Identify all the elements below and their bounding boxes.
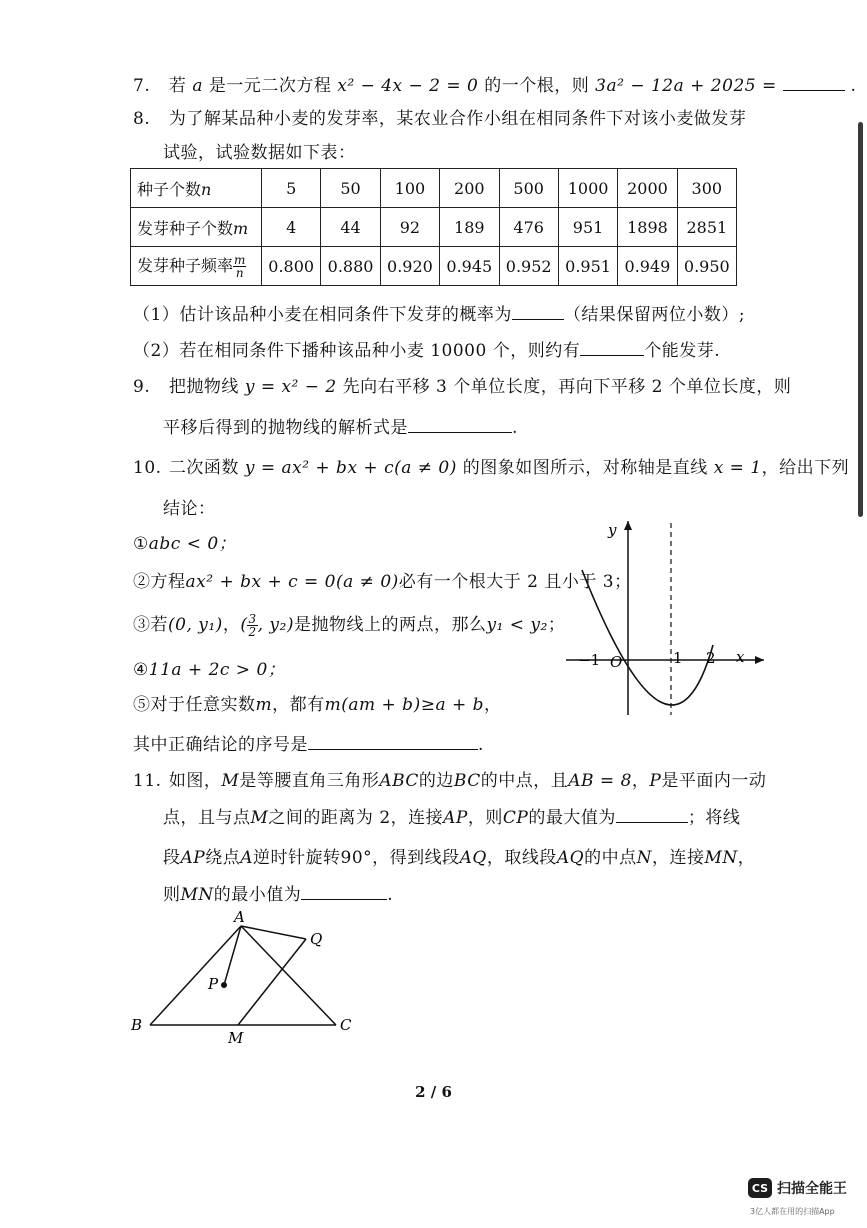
question-number: 10. [133,458,162,478]
q11-text: 段 [163,848,181,868]
conclusion-text: 若 [150,615,168,635]
q9-text: 平移后得到的抛物线的解析式是 [163,418,408,438]
q9-text: 先向右平移 3 个单位长度，再向下平移 2 个单位长度，则 [342,377,792,397]
q7-expression: 3a² − 12a + 2025 = [595,76,777,96]
question-number: 7. [133,76,151,96]
q11-text: 的最小值为 [213,885,302,905]
q11-text: 绕点 [205,848,241,868]
q11-var: MN [180,885,214,905]
q10-equation: y = ax² + bx + c(a ≠ 0) [244,458,457,478]
table-cell: 200 [440,169,499,208]
question-number: 9. [133,377,151,397]
conclusion-4 [133,658,285,682]
table-row [131,247,737,286]
conclusion-1 [133,532,236,556]
separator: ， [222,615,241,635]
answer-blank [512,303,564,320]
q11-text: ，连接 [651,848,705,868]
q10-text: 的图象如图所示，对称轴是直线 [462,458,708,478]
scanner-badge [748,1178,847,1198]
table-cell: 0.949 [618,247,677,286]
q11-var: AQ [556,848,585,868]
conclusion-text: 必有一个根大于 2 且小于 3； [398,572,632,592]
table-cell: 1898 [618,208,677,247]
table-cell: 100 [380,169,439,208]
q10-text: 其中正确结论的序号是 [133,735,308,755]
q11-text: ，则 [467,808,503,828]
q11-var: A [240,848,253,868]
conclusion-text: abc < 0； [148,534,237,554]
origin-label: O [610,653,623,671]
variable: m [255,695,273,715]
inequality: m(am + b)≥a + b [324,695,485,715]
y-axis-label: y [608,521,617,539]
q7-equation: x² − 4x − 2 = 0 [337,76,479,96]
q11-var: AB = 8 [568,771,632,791]
question-9-line-2 [163,416,518,440]
q11-text: ， [737,848,756,868]
conclusion-text: 是抛物线上的两点，那么 [293,615,487,635]
table-cell: 300 [677,169,736,208]
table-cell: 0.952 [499,247,558,286]
table-cell: 0.950 [677,247,736,286]
question-10-line-2 [163,497,216,521]
q11-text: 则 [163,885,181,905]
parabola-curve [582,570,713,705]
x-axis-arrow [755,656,764,664]
point-P-dot [221,982,227,988]
table-cell: 0.920 [380,247,439,286]
q11-var: M [250,808,269,828]
page-number: 2 / 6 [415,1083,452,1101]
triangle-figure [128,908,368,1048]
q9-equation: y = x² − 2 [244,377,337,397]
conclusion-marker: ⑤ [133,695,151,715]
question-number: 8. [133,109,151,129]
question-8-sub-1 [133,303,745,327]
tick-label: −1 [578,651,601,669]
table-cell: 44 [321,208,380,247]
q11-text: 的边 [418,771,454,791]
q7-text: 是一元二次方程 [208,76,332,96]
q7-end: . [850,76,857,96]
q9-text: 把抛物线 [168,377,239,397]
q11-var: P [649,771,662,791]
y-axis-arrow [624,521,632,530]
table-cell: 0.880 [321,247,380,286]
scanner-logo: CS [748,1178,772,1198]
q11-var: ABC [379,771,419,791]
answer-blank [308,733,478,750]
row-header: 发芽种子个数m [131,208,262,247]
q11-text: 如图， [168,771,222,791]
table-cell: 92 [380,208,439,247]
q11-text: 之间的距离为 2，连接 [268,808,444,828]
fraction: $\frac{3}{2}$ [248,612,257,639]
table-cell: 500 [499,169,558,208]
q11-text: 点，且与点 [163,808,251,828]
q11-text: 逆时针旋转90°，得到线段 [253,848,460,868]
q7-text: 若 [168,76,187,96]
answer-blank [783,74,845,91]
conclusion-marker: ① [133,534,149,554]
q11-var: AQ [459,848,487,868]
table-cell: 1000 [558,169,617,208]
question-10-line-1 [133,456,849,480]
label-P: P [208,975,219,993]
germination-table [130,168,737,286]
q10-axis: x = 1 [713,458,762,478]
q11-text: 的中点，且 [480,771,569,791]
label-C: C [340,1016,352,1034]
q10-text: ，给出下列 [761,458,850,478]
q11-var: AP [443,808,468,828]
x-axis-label: x [736,648,745,666]
question-11-line-1 [133,769,766,793]
q11-text: 的中点 [584,848,637,868]
table-cell: 2000 [618,169,677,208]
conclusion-text: 方程 [150,572,186,592]
q11-var: AP [180,848,206,868]
label-M: M [228,1029,244,1047]
segment-QM [238,939,306,1025]
question-number: 11. [133,771,162,791]
q11-var: N [636,848,652,868]
question-8-line-2 [163,141,356,165]
table-cell: 0.951 [558,247,617,286]
conclusion-marker: ④ [133,660,149,680]
table-cell: 5 [262,169,321,208]
inequality: y₁ < y₂ [486,615,548,635]
conclusion-2 [133,570,632,594]
question-11-line-4 [163,883,393,907]
table-cell: 0.945 [440,247,499,286]
conclusion-marker: ③ [133,615,151,635]
label-A: A [234,908,245,926]
table-cell: 2851 [677,208,736,247]
q11-text: 是等腰直角三角形 [239,771,380,791]
separator: ； [547,615,566,635]
question-11-line-3 [163,846,755,870]
question-11-line-2 [163,806,740,830]
question-8-sub-2 [133,339,720,363]
q10-text: 二次函数 [168,458,239,478]
table-cell: 951 [558,208,617,247]
q11-text: ；将线 [687,808,741,828]
conclusion-text: 11a + 2c > 0； [148,660,286,680]
q8-sub2-text: （2）若在相同条件下播种该品种小麦 10000 个，则约有 [133,341,581,361]
table-cell: 0.800 [262,247,321,286]
q10-end: . [478,735,484,755]
answer-blank [408,416,512,433]
q8-sub2-text: 个能发芽. [644,341,721,361]
conclusion-text: 对于任意实数 [150,695,256,715]
q10-text: 结论： [163,499,216,519]
table-cell: 50 [321,169,380,208]
conclusion-equation: ax² + bx + c = 0(a ≠ 0) [185,572,399,592]
q8-sub1-text: （结果保留两位小数）; [563,305,746,325]
question-10-answer [133,733,484,757]
q9-end: . [512,418,518,438]
q11-var: M [221,771,240,791]
conclusion-5 [133,693,502,717]
conclusion-marker: ② [133,572,151,592]
scrollbar[interactable] [858,122,863,517]
table-cell: 4 [262,208,321,247]
q11-text: 的最大值为 [528,808,616,828]
q11-var: BC [453,771,481,791]
q11-var: CP [502,808,529,828]
table-row [131,169,737,208]
tick-label: 2 [706,649,716,667]
question-7 [133,74,856,98]
q11-end: . [387,885,394,905]
answer-blank [616,806,688,823]
separator: ， [484,695,502,715]
point-1: (0, y₁) [168,615,223,635]
q11-text: 是平面内一动 [661,771,767,791]
table-cell: 189 [440,208,499,247]
row-header: 发芽种子频率 $\frac{m}{n}$ [131,247,262,286]
question-9-line-1 [133,375,791,399]
label-B: B [131,1016,143,1034]
q11-text: ， [631,771,650,791]
table-cell: 476 [499,208,558,247]
point-2: , y₂) [257,615,294,635]
q8-text: 试验，试验数据如下表： [163,143,356,163]
q11-text: ，取线段 [486,848,557,868]
question-8-line-1 [133,107,746,131]
answer-blank [580,339,644,356]
answer-blank [301,883,387,900]
q7-text: 的一个根，则 [484,76,590,96]
q7-var: a [192,76,203,96]
tick-label: 1 [673,649,683,667]
conclusion-text: ，都有 [272,695,325,715]
conclusion-3: ③若(0, y₁)，( $\frac{3}{2}$ , y₂)是抛物线上的两点，那么y₁ < y₂； [133,612,566,639]
parabola-graph [562,515,772,720]
q8-text: 为了解某品种小麦的发芽率，某农业合作小组在相同条件下对该小麦做发芽 [168,109,747,129]
table-row [131,208,737,247]
row-header: 种子个数n [131,169,262,208]
q11-var: MN [704,848,738,868]
scanner-name: 扫描全能王 [777,1181,847,1197]
label-Q: Q [310,930,323,948]
q8-sub1-text: （1）估计该品种小麦在相同条件下发芽的概率为 [133,305,512,325]
scanner-tagline: 3亿人都在用的扫描App [750,1207,835,1216]
